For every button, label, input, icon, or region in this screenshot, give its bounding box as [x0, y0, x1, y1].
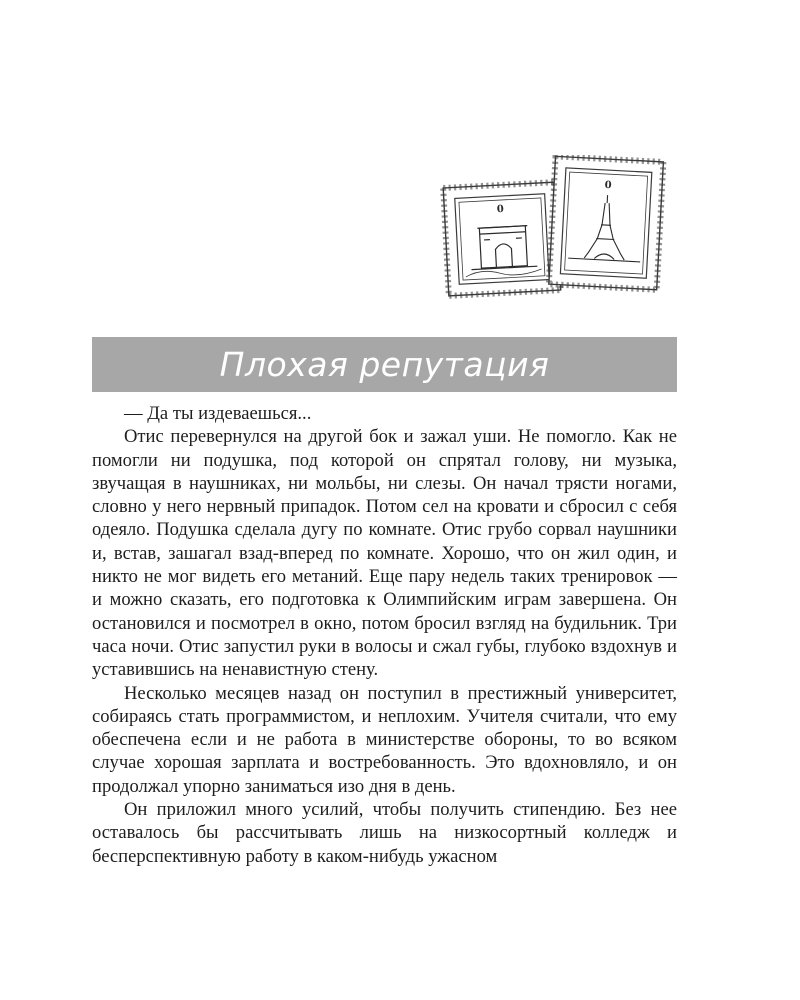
chapter-title: Плохая репутация — [219, 345, 550, 384]
left-stamp — [443, 182, 560, 296]
paragraph: Несколько месяцев назад он поступил в престижный университет, собираясь стать программистом, и неплохим. Учителя считали, что ему обеспечена если и не работа в министерстве обороны, то во всяком случае хорошая зарплата и востребованность. Это вдохновляло, и он продолжал упорно заниматься изо дня в день. — [92, 682, 677, 797]
paragraph: — Да ты издеваешься... — [124, 403, 312, 424]
paragraph: Отис перевернулся на другой бок и зажал уши. Не помогло. Как не помогли ни подушка, под которой он спрятал голову, ни музыка, звучащая в наушниках, ни мольбы, ни слезы. Он начал трясти ногами, словно у него нервный припадок. Потом сел на кровати и сбросил с себя одеяло. Подушка сделала дугу по комнате. Отис грубо сорвал наушники и, встав, зашагал взад-вперед по комнате. Хорошо, что он жил один, и никто не мог видеть его метаний. Еще пару недель таких тренировок — и можно сказать, его подготовка к Олимпийским играм завершена. Он остановился и посмотрел в окно, потом бросил взгляд на будильник. Три часа ночи. Отис запустил руки в волосы и сжал губы, глубоко вздохнув и уставившись на ненавистную стену. — [92, 426, 677, 681]
postage-stamps-illustration — [440, 155, 670, 300]
chapter-title-bar — [92, 337, 677, 392]
chapter-body — [92, 402, 677, 868]
right-stamp-value: 0 — [604, 179, 612, 192]
right-stamp — [549, 156, 664, 289]
paragraph: Он приложил много усилий, чтобы получить стипендию. Без нее оставалось бы рассчитывать лишь на низкосортный колледж и бесперспективную работу в каком-нибудь ужасном — [92, 799, 677, 867]
left-stamp-value: 0 — [496, 203, 505, 216]
